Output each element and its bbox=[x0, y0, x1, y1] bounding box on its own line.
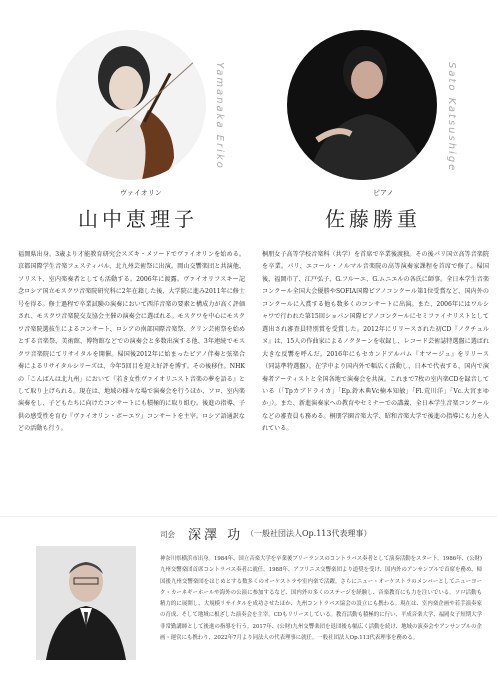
pianist-photo bbox=[287, 30, 437, 180]
pianist-bio bbox=[262, 249, 489, 436]
violinist-bio-text: 福岡県出身。3歳より才能教育研究会スズキ・メソードでヴァイオリンを始める。京都国際学生音楽フェスティバル、北九州芸術祭に出演。岡山交響楽団と共演他、ソリスト、室内楽奏者としても活動する。2006年に渡露。ヴァイオリフスキー記念ロシア国立モスクワ音楽院研究科に2年在籍した後、大学院に進み2011年に修士号を得る。修士過程で卒業試験の演奏において西洋音楽の要素と構成力が高く評価され、モスクワ音楽院交友協会主催の演奏会に選ばれる。モスクワを中心にモスクワ音楽院選抜生によるコンサート、ロシアの南部国際音楽祭、クリン芸術祭を始めとする音楽祭、美術館、博物館などでの演奏会と多数出演する他、3年連続でモスクワ音楽院にてリサイタルを開催。帰国後2012年に始まったピアノ伴奏と弦楽合奏によるリサイタルシリーズは、今年5回目を迎え好評を博す。その後移住。NHKの「こんばんは北九州」において『若き女性ヴァイオリニスト音楽の夢を語る』として取り上げられる。現在は、地域の様々な場で演奏会を行うほか、ソロ、室内楽演奏をし、子どもたちに向けたコンサートにも積極的に取り組む。後進の指導、子供の感受性を育む『ヴァイオリン・ボーエワ』コンサートを主宰。ロシア語通訳などの活動も行う。 bbox=[18, 251, 245, 433]
host-photo bbox=[36, 546, 136, 660]
host-bio: 神奈川県横浜市出身。1984年、国立音楽大学を卒業後ブリーランスのコントラバス奏者として演奏活動をスタート。1986年、(公財)九州交響楽団首席コントラバス奏者に就任。1988年、アフリニス交響楽団より道奨を受け、国内外のアンサンブルで首席を務め、帰国後九州交響楽団をはじめとする数多くのオーケストラや室内楽で活躍。さらにニュー・オーケストラのメンバーとしてニューヨーク・カーネギーホールや海外の公演に参加するなど、国内外の多くのステージを経験し、音楽教育にも力を注いでいる。ソロ活動も精力的に展開し、大規模リサイタルを成功させたほか、九州コントラバス協会の設立にも携わる。現在は、室内楽企画や若手演奏家の育成、そして地域に根ざした演奏会を主宰。CDもリリースしている。教育活動も積極的に行い、平成音楽大学、福岡女子短期大学非常勤講師として後進の指導を行う。2017年、(公財)九州交響楽団を退団後も幅広く活動を続け、地域の演奏会やアンサンブルの企画・運営にも携わり、2022年7月より同法人の代表理事に就任。一般社団法人Op.113代表理事を務める。 bbox=[160, 556, 482, 642]
pianist-role: ピアノ bbox=[373, 189, 394, 197]
pianist-name: 佐藤勝重 bbox=[325, 207, 421, 231]
host-affiliation: （一般社団法人Op.113代表理事） bbox=[246, 529, 372, 538]
performers-section bbox=[0, 0, 497, 245]
violinist-romaji: Yamanaka Eriko bbox=[214, 62, 225, 170]
pianist-bio-text: 桐朋女子高等学校音楽科（共学）を首席で卒業後渡独。その後パリ国立高等音楽院を卒業。パリ、エコール・ノルマル音楽院の高等演奏家課程を首席で修了。帰国後、福岡市了、江戸弘子、G.フルーエ、G.ムニエルの各氏に師事。全日本学生音楽コンクール全国大会優勝やSOFIA国際ピアノコンクール第1位受賞など、国内外のコンクールに入賞する他も数多くのコンサートに出演。また、2006年にはワルシャワで行われた第15回ショパン国際ピアノコンクールにセミファイナリストとして選出され審査員特別賞を受賞した。2012年にリリースされた初CD『ノクチュルヌ』は、15人の作曲家によるノクターンを収録し、レコード芸術誌特選盤に選ばれ大きな反響を呼んだ。2016年にもセカンドアルバム『オマージュ』をリリース（同誌準特選盤）。在学中より国内外で幅広く活動し、日本で代表する、国内で演奏者アーティストと全国各地で演奏会を共演。これまで7枚の室内楽CDを録音している（「Tpカブドライカ」「Ep.鈴木典Vc楠本知敏」「Fl.荒川洋」「Vc.大宮まゆか」）。また、新進演奏家への教育やセミナーでの講義、全日本学生音楽コンクールなどの審査員も務める。桐朋学園音楽大学、昭和音楽大学で後進の指導にも力を入れている。 bbox=[262, 251, 489, 433]
violinist-photo bbox=[56, 30, 206, 180]
violinist-bio bbox=[18, 249, 245, 436]
section-divider bbox=[0, 516, 497, 517]
violinist-name: 山中恵理子 bbox=[78, 207, 198, 231]
host-role: 司会 bbox=[160, 530, 175, 539]
host-name: 深澤 功 bbox=[188, 528, 244, 543]
pianist-romaji: Sato Katsushige bbox=[446, 62, 457, 173]
violinist-role: ヴァイオリン bbox=[120, 189, 162, 197]
